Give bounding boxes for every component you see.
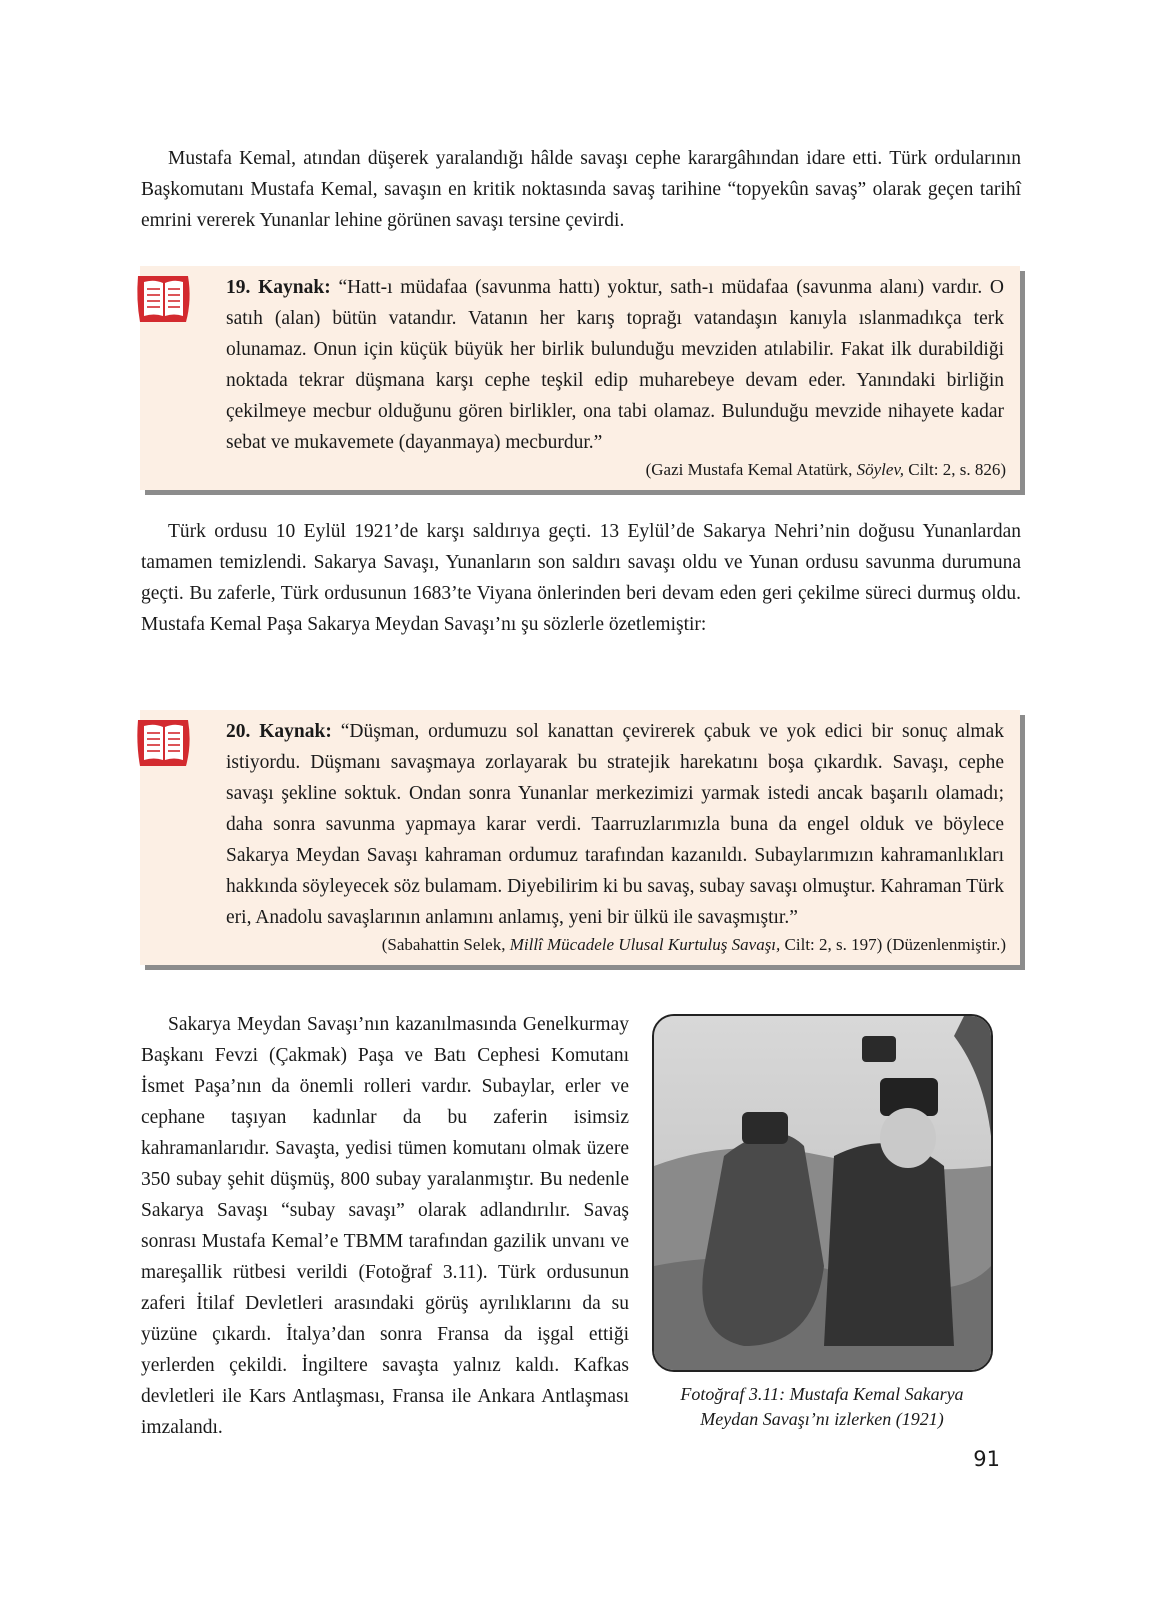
source-19-box [140, 266, 1020, 490]
source-20-text: “Düşman, ordumuzu sol kanattan çevirerek çabuk ve yok edici bir sonuç almak istiyordu. Düşmanı savaşmaya zorlayarak bu stratejik harekatını boşa çıkardık. Savaşı, cephe savaşı şekline soktuk. Ondan sonra Yunanlar merkezimizi yarmak istedi ancak başarılı olamadı; daha sonra savunma yapmaya karar verdi. Taarruzlarımızla buna da engel olduk ve böylece Sakarya Meydan Savaşı kahraman ordumuz tarafından kazanıldı. Subaylarımızın kahramanlıkları hakkında söyleyecek söz bulamam. Diyebilirim ki bu savaş, subay savaşı olmuştur. Kahraman Türk eri, Anadolu savaşlarının anlamını anlamış, yeni bir ülkü ile savaşmıştır.” [226, 721, 1004, 928]
body-paragraph-2: Türk ordusu 10 Eylül 1921’de karşı saldırıya geçti. 13 Eylül’de Sakarya Nehri’nin doğusu Yunanlardan tamamen temizlendi. Sakarya Savaşı, Yunanların son saldırı savaşı oldu ve Yunan ordusu savunma durumuna geçti. Bu zaferle, Türk ordusunun 1683’te Viyana önlerinden beri devam eden geri çekilme süreci durmuş oldu. Mustafa Kemal Paşa Sakarya Meydan Savaşı’nı şu sözlerle özetlemiştir: [141, 521, 1021, 635]
intro-paragraph: Mustafa Kemal, atından düşerek yaralandığı hâlde savaşı cephe karargâhından idare etti. Türk ordularının Başkomutanı Mustafa Kemal, savaşın en kritik noktasında savaş tarihine “topyekûn savaş” olarak geçen tarihî emrini vererek Yunanlar lehine görünen savaşı tersine çevirdi. [141, 148, 1021, 231]
source-20-label: 20. Kaynak: [226, 721, 332, 742]
source-19-label: 19. Kaynak: [226, 277, 331, 298]
source-19-text: “Hatt-ı müdafaa (savunma hattı) yoktur, sath-ı müdafaa (savunma alanı) vardır. O satıh (alan) bütün vatandır. Vatanın her karış toprağı vatandaşın kanıyla ıslanmadıkça terk olunamaz. Onun için küçük büyük her birlik bulunduğu mevziden atılabilir. Fakat ilk durabildiği noktada tekrar düşmana karşı cephe teşkil edip muharebeye devam eder. Yanındaki birliğin çekilmeye mecbur olduğunu gören birlikler, ona tabi olamaz. Bulunduğu mevzide nihayete kadar sebat ve mukavemete (dayanmaya) mecburdur.” [226, 277, 1005, 453]
source-20-citation: (Sabahattin Selek, Millî Mücadele Ulusal Kurtuluş Savaşı, Cilt: 2, s. 197) (Düzenlenmiştir.) [381, 935, 1006, 954]
open-book-icon [134, 714, 194, 770]
photo-illustration [654, 1016, 991, 1370]
open-book-icon [134, 270, 194, 326]
source-19-citation: (Gazi Mustafa Kemal Atatürk, Söylev, Cilt: 2, s. 826) [645, 460, 1006, 479]
page-number: 91 [973, 1447, 1000, 1471]
body-paragraph-3: Sakarya Meydan Savaşı’nın kazanılmasında Genelkurmay Başkanı Fevzi (Çakmak) Paşa ve Batı Cephesi Komutanı İsmet Paşa’nın da önemli rolleri vardır. Subaylar, erler ve cephane taşıyan kadınlar da bu zaferin isimsiz kahramanlarıdır. Savaşta, yedisi tümen komutanı olmak üzere 350 subay şehit düşmüş, 800 subay yaralanmıştır. Bu nedenle Sakarya Savaşı “subay savaşı” olarak adlandırılır. Savaş sonrası Mustafa Kemal’e TBMM tarafından gazilik unvanı ve mareşallik rütbesi verildi (Fotoğraf 3.11). Türk ordusunun zaferi İtilaf Devletleri arasındaki görüş ayrılıklarını da su yüzüne çıkardı. İtalya’dan sonra Fransa da işgal ettiği yerlerden çekildi. İngiltere savaşta yalnız kaldı. Kafkas devletleri ile Kars Antlaşması, Fransa ile Ankara Antlaşması imzalandı. [141, 1014, 629, 1438]
photo-caption: Fotoğraf 3.11: Mustafa Kemal Sakarya Meydan Savaşı’nı izlerken (1921) [680, 1384, 964, 1429]
source-20-box [140, 710, 1020, 965]
historical-photo [652, 1014, 993, 1372]
